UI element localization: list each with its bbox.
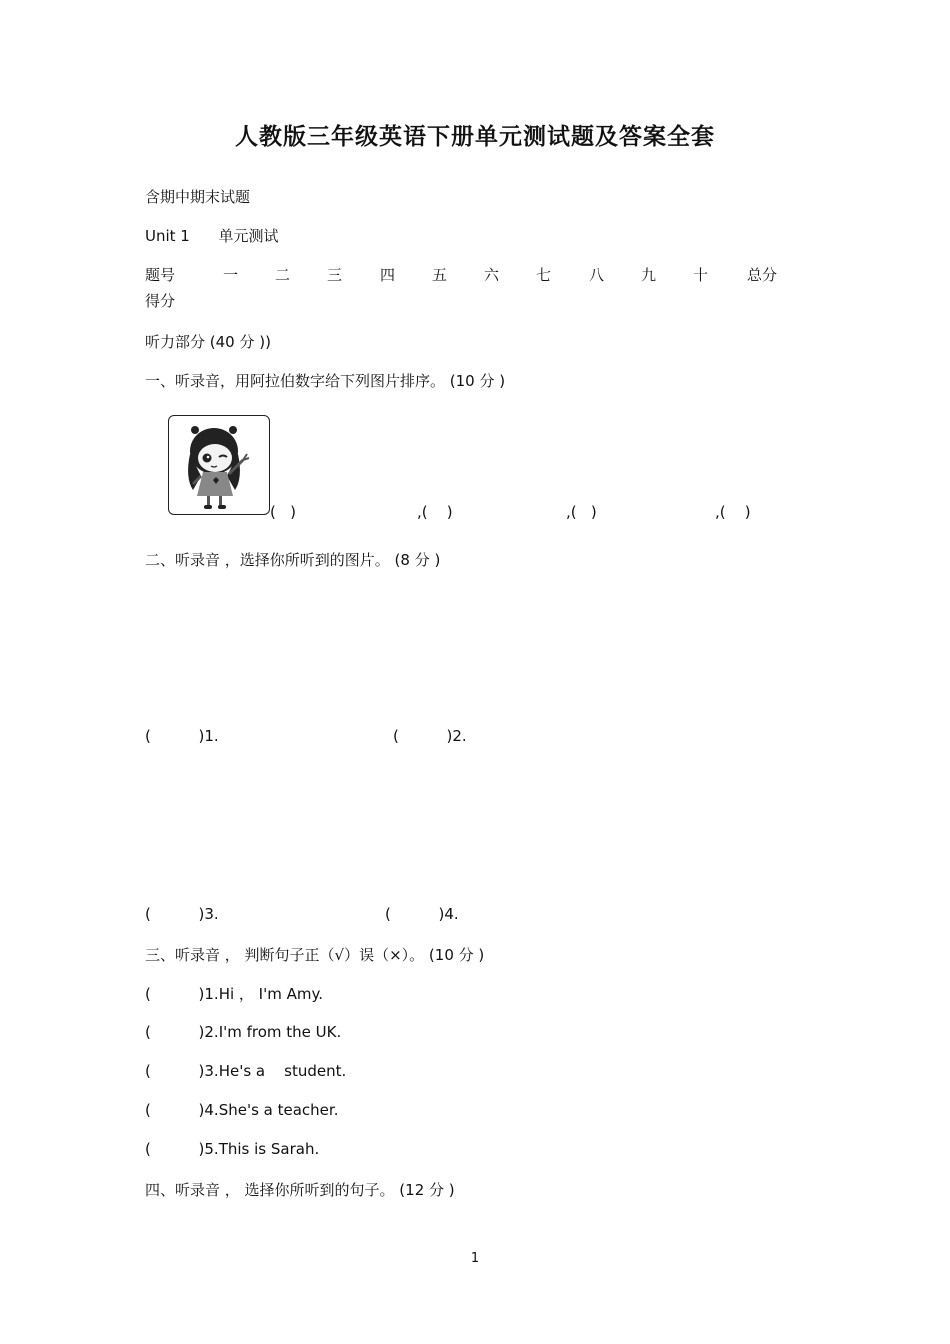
- subtitle: 含期中期末试题: [145, 188, 251, 206]
- section-3-item-2[interactable]: ( )2.I'm from the UK.: [145, 1023, 342, 1041]
- page-title: 人教版三年级英语下册单元测试题及答案全套: [235, 124, 715, 150]
- order-blank-4[interactable]: ,( ): [715, 503, 751, 521]
- section-4-heading: 四、听录音 ， 选择你所听到的句子。 (12 分 ): [145, 1181, 455, 1199]
- section-3-item-1[interactable]: ( )1.Hi ， I'm Amy.: [145, 985, 323, 1003]
- score-col-8: 八: [589, 266, 605, 284]
- section-3-item-4[interactable]: ( )4.She's a teacher.: [145, 1101, 339, 1119]
- score-col-4: 四: [380, 266, 396, 284]
- cartoon-girl-icon: [168, 415, 270, 515]
- score-col-total: 总分: [747, 266, 778, 284]
- score-col-10: 十: [693, 266, 709, 284]
- order-blank-2[interactable]: ,( ): [417, 503, 453, 521]
- score-col-9: 九: [641, 266, 657, 284]
- page-number: 1: [470, 1251, 480, 1266]
- section-3-heading: 三、听录音 ， 判断句子正（√）误（×）。 (10 分 ): [145, 946, 485, 964]
- order-blank-1[interactable]: ( ): [270, 503, 297, 521]
- section-1-heading: 一、听录音，用阿拉伯数字给下列图片排序。 (10 分 ): [145, 372, 506, 390]
- score-col-6: 六: [484, 266, 500, 284]
- section-3-item-3[interactable]: ( )3.He's a student.: [145, 1062, 347, 1080]
- score-col-3: 三: [327, 266, 343, 284]
- section-2-heading: 二、听录音 ，选择你所听到的图片。 (8 分 ): [145, 551, 441, 569]
- score-col-5: 五: [432, 266, 448, 284]
- section-2-item-4[interactable]: ( )4.: [385, 905, 459, 923]
- section-2-item-3[interactable]: ( )3.: [145, 905, 219, 923]
- unit-line: Unit 1 单元测试: [145, 227, 279, 245]
- score-col-1: 一: [223, 266, 239, 284]
- section-3-item-5[interactable]: ( )5.This is Sarah.: [145, 1140, 320, 1158]
- score-col-7: 七: [536, 266, 552, 284]
- order-blank-3[interactable]: ,( ): [566, 503, 597, 521]
- section-2-item-2[interactable]: ( )2.: [393, 727, 467, 745]
- score-col-2: 二: [275, 266, 291, 284]
- section-2-item-1[interactable]: ( )1.: [145, 727, 219, 745]
- listening-header: 听力部分 (40 分 )): [145, 333, 271, 351]
- score-row-label: 题号: [145, 266, 176, 284]
- score-label: 得分: [145, 292, 176, 310]
